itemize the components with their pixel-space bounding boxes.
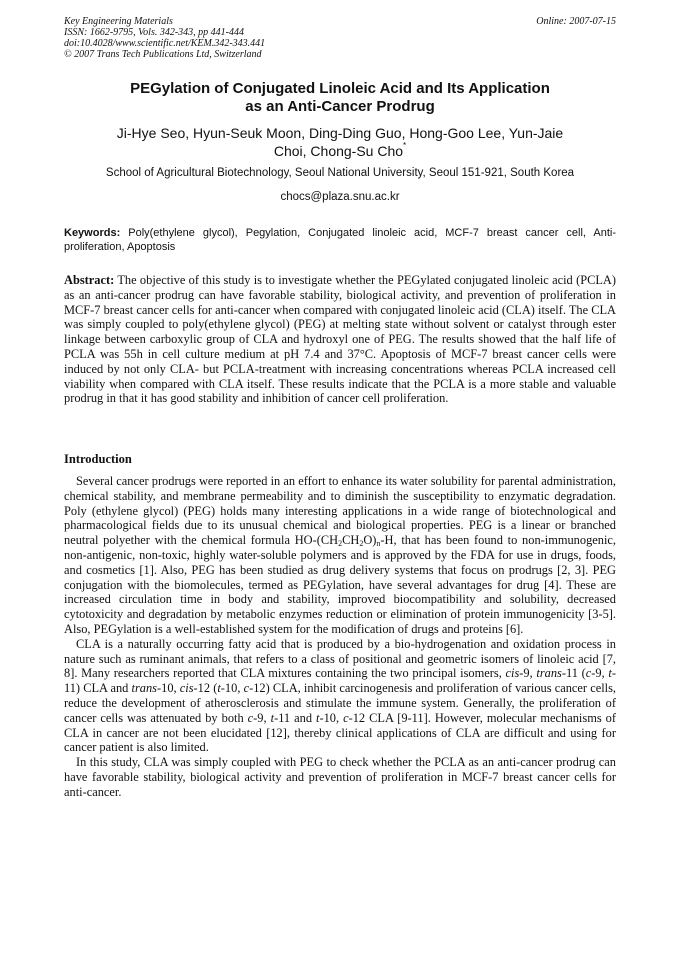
title-line-1: PEGylation of Conjugated Linoleic Acid and Its Application bbox=[130, 80, 550, 97]
text-run: -10, bbox=[220, 681, 244, 696]
text-run: -9, bbox=[253, 710, 271, 725]
intro-paragraph-3: In this study, CLA was simply coupled with PEG to check whether the PCLA as an anti-cancer prodrug can have favorable stability, biological activity and prevention of proliferation in MCF-7 breast cancer cells for anti-cancer. bbox=[64, 755, 616, 799]
title-line-2: as an Anti-Cancer Prodrug bbox=[245, 98, 435, 115]
intro-paragraph-1 bbox=[64, 474, 616, 637]
abstract-label: Abstract: bbox=[64, 273, 115, 287]
authors-line-1: Ji-Hye Seo, Hyun-Seuk Moon, Ding-Ding Guo, Hong-Goo Lee, Yun-Jaie bbox=[116, 125, 564, 141]
intro-paragraph-2 bbox=[64, 637, 616, 755]
keywords-text: Poly(ethylene glycol), Pegylation, Conjugated linoleic acid, MCF-7 breast cancer cell, Anti-proliferation, Apoptosis bbox=[64, 227, 616, 253]
subscript: 2 bbox=[338, 539, 343, 549]
italic-run: c bbox=[343, 710, 349, 725]
abstract-text: The objective of this study is to investigate whether the PEGylated conjugated linoleic acid (PCLA) as an anti-cancer prodrug can have favorable stability, biological activity, and prevention of proliferation in MCF-7 breast cancer cells for anti-cancer when compared with conjugated linoleic acid (CLA) itself. The CLA was simply coupled to poly(ethylene glycol) (PEG) at melting state without solvent or catalyst through ester linkage between carboxylic group of CLA and hydroxyl one of PEG. The results showed that the half life of PCLA was 55h in cell culture medium at pH 7.4 and 37°C. Apoptosis of MCF-7 breast cancer cells were induced by not only CLA- but PCLA-treatment with increasing concentrations whereas PCLA increased cell viability when compared with CLA itself. These results indicate that the PCLA is a more stable and valuable prodrug in that it has good stability and inhibition of cancer cell proliferation. bbox=[64, 273, 616, 406]
text-run: -11 ( bbox=[561, 666, 586, 681]
authors-line-2: Choi, Chong-Su Cho bbox=[273, 143, 404, 159]
italic-run: trans bbox=[536, 666, 562, 681]
italic-run: t bbox=[608, 666, 612, 681]
author-email: chocs@plaza.snu.ac.kr bbox=[280, 191, 400, 203]
keywords bbox=[64, 226, 616, 254]
text-run: -H, that has been found to non-immunogenic, non-antigenic, non-toxic, highly water-soluble polymers and is approved by the FDA for use in drugs, foods, and cosmetics [1]. Also, PEG has been studied as drug delivery systems that focus on prodrugs [2, 3]. PEG conjugation with the biomolecules, termed as PEGylation, have several advantages for drug [4]. These are increased circulation time in body and stability, improved biocompatibility and solubility, decreased cytotoxicity and degradation by metabolic enzymes reduction or elimination of protein immunogenicity [3-5]. Also, PEGylation is a well-established system for the modification of drugs and proteins [6]. bbox=[64, 533, 616, 636]
text-run: -11 and bbox=[274, 710, 317, 725]
text-run: -10, bbox=[157, 681, 180, 696]
text-run: -9, bbox=[591, 666, 609, 681]
italic-run: t bbox=[316, 710, 320, 725]
italic-run: c bbox=[585, 666, 592, 681]
italic-run: trans bbox=[131, 681, 157, 696]
italic-run: t bbox=[217, 681, 221, 696]
text-run: -11) CLA and bbox=[64, 666, 616, 696]
author-list bbox=[64, 124, 616, 160]
online-date: Online: 2007-07-15 bbox=[536, 16, 616, 27]
italic-run: t bbox=[270, 710, 275, 725]
text-run: -12) CLA, inhibit carcinogenesis and proliferation of various cancer cells, reduce the development of atherosclerosis and stimulate the immune system. Generally, the proliferation of cancer cells was attenuated by both bbox=[64, 681, 617, 725]
text-run: CLA is a naturally occurring fatty acid that is produced by a bio-hydrogenation and oxidation process in nature such as ruminant animals, that refers to a class of positional and geometric isomers of linoleic acid [7, 8]. Many researchers reported that CLA mixtures containing the two principal isomers, bbox=[64, 636, 616, 681]
corresponding-author-mark: * bbox=[403, 141, 407, 150]
journal-issn: ISSN: 1662-9795, Vols. 342-343, pp 441-444 bbox=[64, 27, 244, 38]
paper-title bbox=[64, 80, 616, 116]
subscript: 2 bbox=[359, 539, 364, 549]
italic-run: c bbox=[243, 681, 250, 696]
subscript: n bbox=[376, 539, 381, 549]
text-run: Several cancer prodrugs were reported in an effort to enhance its water solubility for parental administration, chemical stability, and membrane permeability and to diminish the susceptibility to enzymatic degradation. Poly (ethylene glycol) (PEG) holds many interesting applications in a wide range of biotechnological and pharmacological fields due to its unusual chemical and biological properties. PEG is a linear or branched neutral polyether with the chemical formula HO-(CH bbox=[64, 474, 616, 548]
journal-doi: doi:10.4028/www.scientific.net/KEM.342-343.441 bbox=[64, 38, 266, 49]
text-run: -10, bbox=[319, 710, 344, 725]
italic-run: cis bbox=[505, 666, 520, 681]
text-run: -12 ( bbox=[193, 681, 218, 696]
text-run: -12 CLA [9-11]. However, molecular mechanisms of CLA in cancer are not been elucidated [12], thereby clinical applications of CLA are difficult and using for cancer patient is also limited. bbox=[64, 710, 616, 755]
journal-name: Key Engineering Materials bbox=[64, 16, 173, 27]
keywords-label: Keywords: bbox=[64, 227, 121, 239]
authors-line-2-wrap bbox=[64, 142, 616, 160]
text-run: CH bbox=[342, 533, 360, 548]
affiliation: School of Agricultural Biotechnology, Seoul National University, Seoul 151-921, South Korea bbox=[105, 167, 575, 179]
italic-run: c bbox=[247, 710, 254, 725]
journal-copyright: © 2007 Trans Tech Publications Ltd, Switzerland bbox=[64, 49, 262, 60]
text-run: O) bbox=[363, 533, 377, 548]
section-heading-introduction: Introduction bbox=[64, 452, 132, 466]
text-run: -9, bbox=[519, 666, 537, 681]
italic-run: cis bbox=[179, 681, 194, 696]
journal-header bbox=[64, 16, 616, 60]
introduction-body bbox=[64, 474, 616, 800]
abstract bbox=[64, 273, 616, 406]
